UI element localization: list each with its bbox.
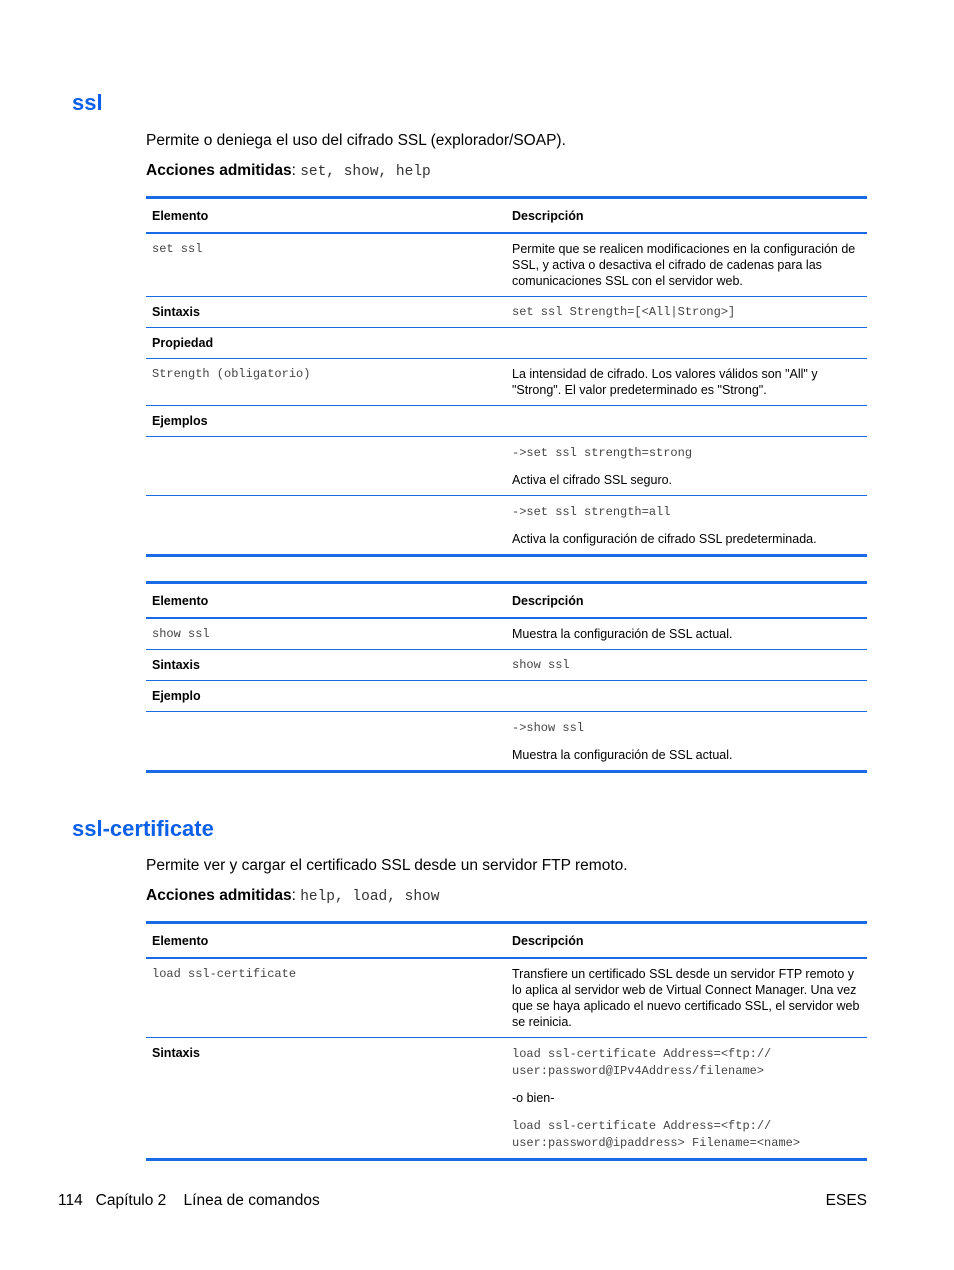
table-row	[146, 496, 867, 556]
actions-label: Acciones admitidas	[146, 162, 292, 179]
table-header-row	[146, 198, 867, 234]
syntax-line: load ssl-certificate Address=<ftp://	[512, 1047, 772, 1061]
page-footer-left	[58, 1192, 320, 1210]
table-header-row	[146, 583, 867, 619]
example-command: ->set ssl strength=all	[512, 505, 671, 519]
ssl-set-table	[146, 196, 867, 557]
table-row	[146, 359, 867, 406]
table-header-row	[146, 923, 867, 959]
syntax-values	[506, 1038, 867, 1160]
header-element: Elemento	[146, 923, 506, 959]
table-row	[146, 1038, 867, 1160]
description-show-ssl: Muestra la configuración de SSL actual.	[512, 627, 733, 641]
ssl-certificate-supported-actions: Acciones admitidas: help, load, show	[146, 887, 440, 905]
example-strong	[506, 437, 867, 496]
table-row	[146, 650, 867, 681]
ssl-supported-actions: Acciones admitidas: set, show, help	[146, 162, 431, 180]
syntax-label: Sintaxis	[146, 297, 506, 328]
example-description: Activa la configuración de cifrado SSL predeterminada.	[512, 532, 817, 546]
page-number: 114	[58, 1192, 83, 1209]
example-all	[506, 496, 867, 556]
table-row	[146, 328, 867, 359]
syntax-line: user:password@ipaddress> Filename=<name>	[512, 1136, 801, 1150]
example-command: ->show ssl	[512, 721, 585, 735]
element-show-ssl: show ssl	[152, 627, 210, 641]
ssl-intro: Permite o deniega el uso del cifrado SSL (explorador/SOAP).	[146, 132, 566, 149]
description-load-ssl-certificate: Transfiere un certificado SSL desde un servidor FTP remoto y lo aplica al servidor web de Virtual Connect Manager. Una vez que se haya aplicado el nuevo certificado SSL, el servidor web se reinicia.	[512, 967, 860, 1029]
ssl-certificate-intro: Permite ver y cargar el certificado SSL desde un servidor FTP remoto.	[146, 857, 628, 874]
examples-label: Ejemplos	[146, 406, 506, 437]
header-description: Descripción	[506, 583, 867, 619]
actions-values: set, show, help	[300, 164, 431, 180]
table-row	[146, 233, 867, 297]
page-footer-locale: ESES	[825, 1192, 867, 1209]
table-row	[146, 958, 867, 1038]
section-title-ssl-certificate: ssl-certificate	[72, 816, 214, 841]
syntax-line: user:password@IPv4Address/filename>	[512, 1064, 765, 1078]
table-row	[146, 406, 867, 437]
example-command: ->set ssl strength=strong	[512, 446, 693, 460]
table-row	[146, 712, 867, 772]
table-row	[146, 681, 867, 712]
syntax-line: load ssl-certificate Address=<ftp://	[512, 1119, 772, 1133]
actions-values: help, load, show	[300, 889, 440, 905]
element-set-ssl: set ssl	[152, 242, 203, 256]
syntax-label: Sintaxis	[146, 650, 506, 681]
section-title-ssl: ssl	[72, 90, 103, 115]
syntax-value: show ssl	[506, 650, 867, 681]
actions-label: Acciones admitidas	[146, 887, 292, 904]
property-label: Propiedad	[146, 328, 506, 359]
syntax-label: Sintaxis	[146, 1038, 506, 1160]
property-strength: Strength (obligatorio)	[146, 359, 506, 406]
chapter-label: Capítulo 2	[95, 1192, 167, 1209]
example-description: Activa el cifrado SSL seguro.	[512, 473, 673, 487]
example-description: Muestra la configuración de SSL actual.	[512, 748, 733, 762]
table-row	[146, 618, 867, 650]
example-label: Ejemplo	[146, 681, 506, 712]
table-row	[146, 437, 867, 496]
header-description: Descripción	[506, 198, 867, 234]
element-load-ssl-certificate: load ssl-certificate	[152, 967, 297, 981]
property-strength-description: La intensidad de cifrado. Los valores válidos son "All" y "Strong". El valor predeterminado es "Strong".	[506, 359, 867, 406]
syntax-value: set ssl Strength=[<All|Strong>]	[506, 297, 867, 328]
header-element: Elemento	[146, 583, 506, 619]
ssl-certificate-load-table	[146, 921, 867, 1161]
header-description: Descripción	[506, 923, 867, 959]
chapter-title: Línea de comandos	[183, 1192, 320, 1209]
example-show	[506, 712, 867, 772]
header-element: Elemento	[146, 198, 506, 234]
description-set-ssl: Permite que se realicen modificaciones en la configuración de SSL, y activa o desactiva el cifrado de cadenas para las comunicaciones SSL con el servidor web.	[512, 242, 856, 288]
table-row	[146, 297, 867, 328]
or-label: -o bien-	[512, 1091, 555, 1105]
ssl-show-table	[146, 581, 867, 773]
